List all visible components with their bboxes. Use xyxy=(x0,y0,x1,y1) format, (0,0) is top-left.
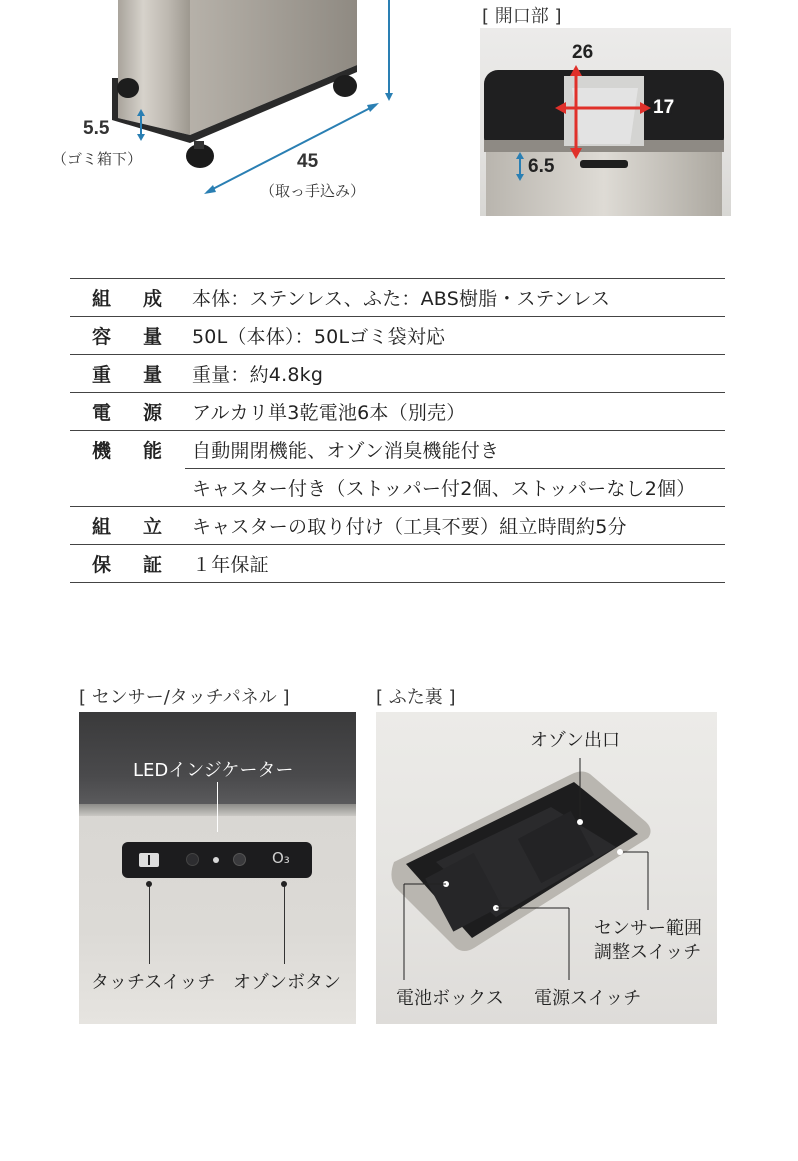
spec-label-char: 量 xyxy=(142,364,162,386)
spec-label-char: 成 xyxy=(142,288,162,310)
sensor-icon xyxy=(186,853,199,866)
spec-value: 自動開閉機能、オゾン消臭機能付き xyxy=(192,440,500,462)
spec-label xyxy=(70,398,192,425)
ozone-outlet-label: オゾン出口 xyxy=(530,730,620,751)
spec-label xyxy=(70,322,192,349)
spec-label xyxy=(70,436,192,463)
under-can-dimension-value: 5.5 xyxy=(83,118,110,139)
led-leader-line xyxy=(217,782,218,832)
spec-value: 本体：ステンレス、ふた：ABS樹脂・ステンレス xyxy=(192,288,611,310)
spec-table xyxy=(70,278,725,583)
sensor-range-switch-label-line2: 調整スイッチ xyxy=(594,942,702,963)
spec-label xyxy=(70,550,192,577)
battery-box-label: 電池ボックス xyxy=(396,988,504,1009)
trash-can-illustration xyxy=(0,0,440,215)
opening-height-value: 6.5 xyxy=(528,156,555,177)
spec-row xyxy=(70,316,725,354)
lid-underside-photo xyxy=(376,712,717,1024)
spec-label-char: 組 xyxy=(92,288,112,310)
touch-leader-line xyxy=(149,884,150,964)
spec-row xyxy=(70,544,725,582)
spec-row xyxy=(70,278,725,316)
led-dot-icon xyxy=(213,857,219,863)
sensor-photo xyxy=(79,712,356,1024)
spec-label-char: 容 xyxy=(92,326,112,348)
spec-label-char: 保 xyxy=(92,554,112,576)
touch-leader-dot xyxy=(146,881,152,887)
spec-row xyxy=(70,430,725,468)
spec-label-char: 能 xyxy=(142,440,162,462)
power-switch-label: 電源スイッチ xyxy=(534,988,642,1009)
led-indicator-label: LEDインジケーター xyxy=(133,760,294,781)
spec-row xyxy=(70,392,725,430)
touch-switch-icon xyxy=(139,853,159,867)
ozone-leader-line xyxy=(284,884,285,964)
product-dimension-figure xyxy=(0,0,440,215)
spec-value: キャスターの取り付け（工具不要）組立時間約5分 xyxy=(192,516,627,538)
under-can-dimension-label: （ゴミ箱下） xyxy=(52,150,143,168)
lid-underside-illustration xyxy=(376,712,717,1024)
spec-label-char: 量 xyxy=(142,326,162,348)
ozone-button-label: オゾンボタン xyxy=(233,972,341,993)
spec-label xyxy=(70,284,192,311)
opening-depth-value: 26 xyxy=(572,42,594,63)
width-dimension-label: （取っ手込み） xyxy=(260,182,366,200)
spec-label-char: 電 xyxy=(92,402,112,424)
spec-label xyxy=(70,512,192,539)
ozone-leader-dot xyxy=(281,881,287,887)
spec-label-char: 機 xyxy=(92,440,112,462)
spec-value: キャスター付き（ストッパー付2個、ストッパーなし2個） xyxy=(192,478,696,500)
spec-bottom-rule xyxy=(70,582,725,583)
width-dimension-value: 45 xyxy=(297,151,319,172)
spec-value: 50L（本体）：50Lゴミ袋対応 xyxy=(192,326,446,348)
spec-value: １年保証 xyxy=(192,554,269,576)
opening-width-value: 17 xyxy=(653,97,675,118)
power-icon xyxy=(233,853,246,866)
spec-value: 重量：約4.8kg xyxy=(192,364,324,386)
spec-label-char: 組 xyxy=(92,516,112,538)
sensor-range-switch-label-line1: センサー範囲 xyxy=(594,918,702,939)
sensor-caption: [ センサー/タッチパネル ] xyxy=(79,687,290,708)
spec-row-continuation xyxy=(185,468,725,506)
touch-switch-label: タッチスイッチ xyxy=(91,972,216,993)
spec-value: アルカリ単3乾電池6本（別売） xyxy=(192,402,466,424)
spec-row xyxy=(70,506,725,544)
spec-row xyxy=(70,354,725,392)
spec-label-char: 立 xyxy=(142,516,162,538)
opening-caption: [ 開口部 ] xyxy=(482,6,562,27)
ozone-button-icon: O₃ xyxy=(272,849,290,867)
spec-label-char: 証 xyxy=(142,554,162,576)
lid-caption: [ ふた裏 ] xyxy=(376,687,456,708)
spec-label xyxy=(70,360,192,387)
spec-label-char: 源 xyxy=(142,402,162,424)
spec-label-char: 重 xyxy=(92,364,112,386)
sensor-panel xyxy=(122,842,312,878)
opening-photo xyxy=(480,28,731,216)
opening-illustration xyxy=(480,28,731,216)
